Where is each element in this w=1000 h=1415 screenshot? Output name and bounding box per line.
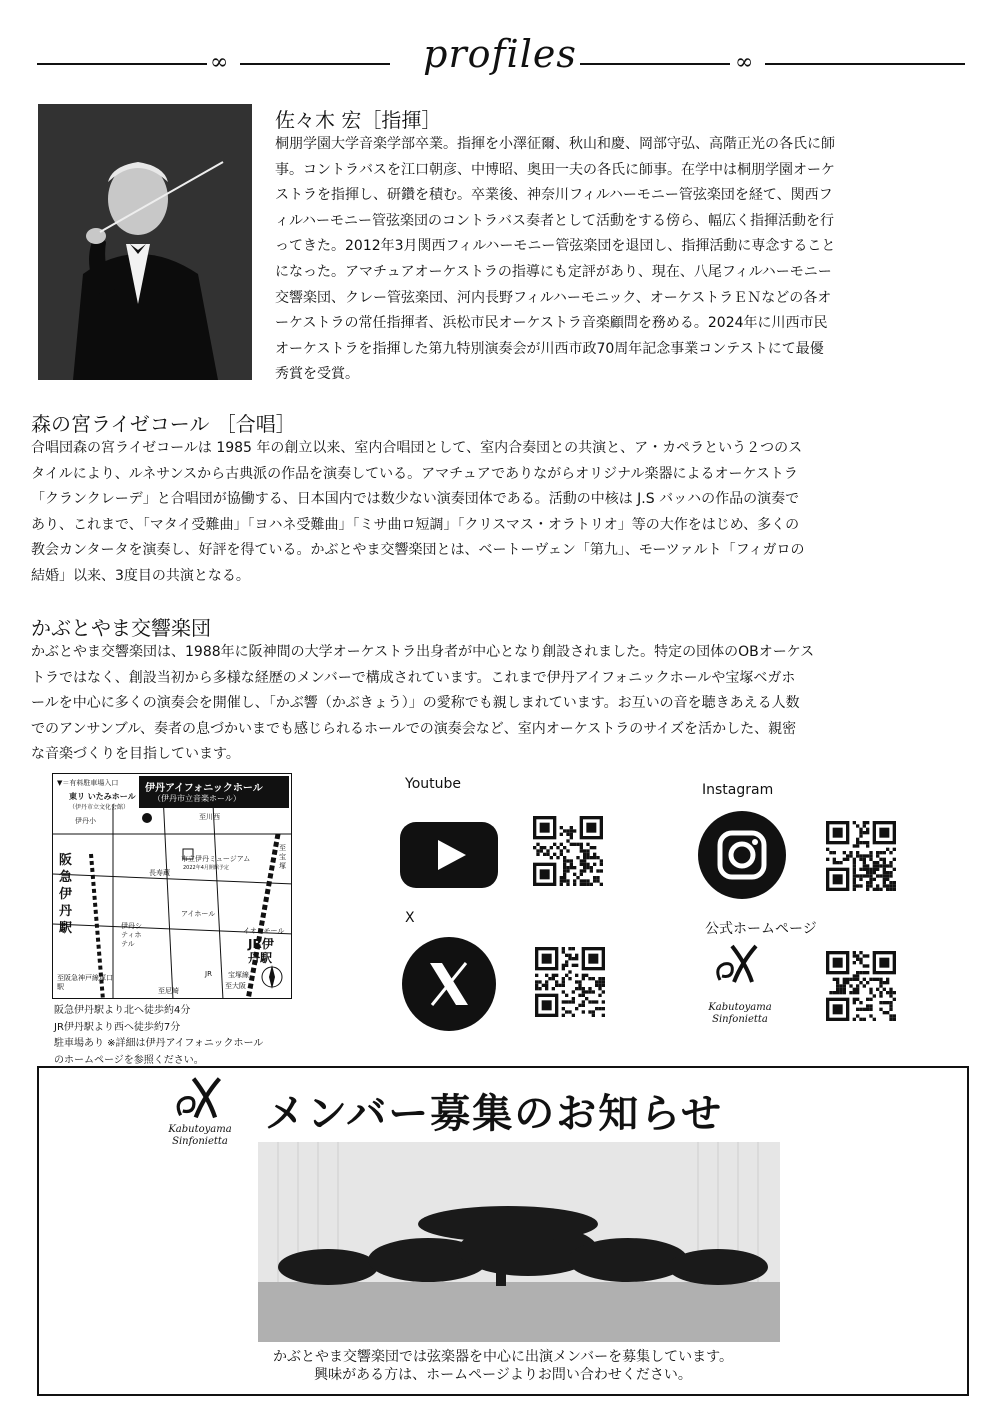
orchestra-heading: かぶとやま交響楽団 [31, 616, 211, 640]
map-choju: 長寿蔵 [149, 869, 170, 877]
header-rule-right-inner [580, 63, 730, 65]
map-takarazuka-to: 至宝塚 [279, 844, 286, 870]
homepage-logo-text: Kabutoyama Sinfonietta [708, 1002, 772, 1025]
conductor-photo [38, 104, 252, 380]
conductor-bio: 桐朋学園大学音楽学部卒業。指揮を小澤征爾、秋山和慶、岡部守弘、高階正光の各氏に師 事。コントラバスを江口朝彦、中博昭、奥田一夫の各氏に師事。在学中は桐朋学園オーケ ストラを指揮し、研鑽を積む。卒業後、神奈川フィルハーモニー管弦楽団を経て、関西フ ィルハーモニー管弦楽団のコントラバス奏者として活動をする傍ら、幅広く指揮活動を行 ってきた。2012年3月関西フィルハーモニー管弦楽団を退団し、指揮活動に専念すること になった。アマチュアオーケストラの指導にも定評があり、現在、八尾フィルハーモニー 交響楽団、クレー管弦楽団、河内長野フィルハーモニック、オーケストラＥＮなどの各オ ーケストラの常任指揮者、浜松市民オーケストラ音楽顧問を務める。2024年に川西市民 オーケストラを指揮した第九特別演奏会が川西市政70周年記念事業コンテストにて最優 秀賞を受賞。 [275, 136, 836, 383]
instagram-icon[interactable] [698, 811, 786, 899]
map-jr-station: JR伊丹駅 [248, 937, 274, 965]
recruit-logo-icon [172, 1074, 228, 1122]
map-legend: ▼＝有料駐車場入口 [57, 779, 119, 787]
map-city-hotel: 伊丹シティホテル [121, 922, 142, 948]
homepage-qr-code[interactable] [826, 951, 896, 1021]
map-osaka: 至大阪 [225, 982, 246, 990]
youtube-qr-code[interactable] [533, 816, 603, 886]
map-ai-hall: アイホール [181, 910, 216, 918]
recruit-logo-text: Kabutoyama Sinfonietta [168, 1124, 232, 1147]
map-tomei: 東リ いたみホール [69, 792, 136, 801]
youtube-label: Youtube [405, 776, 461, 792]
map-to-kobe: 至阪急神戸線塚口駅 [57, 974, 113, 991]
instagram-label: Instagram [702, 782, 774, 798]
map-aeon: イオンモール [243, 927, 285, 935]
map-to-amagasaki: 至尼崎 [158, 987, 179, 995]
map-itami-sho: 伊丹小 [75, 817, 96, 825]
header-rule-right [765, 63, 965, 65]
access-info: 阪急伊丹駅より北へ徒歩約4分 JR伊丹駅より西へ徒歩約7分 駐車場あり ※詳細は伊丹アイフォニックホール のホームページを参照ください。 [54, 1005, 264, 1066]
concert-photo [258, 1142, 780, 1342]
choir-bio: 合唱団森の宮ライゼコールは 1985 年の創立以来、室内合唱団として、室内合奏団との共演と、ア・カペラという２つのス タイルにより、ルネサンスから古典派の作品を演奏している。アマチュアでありながらオリジナル楽器によるオーケストラ 「クランクレーデ」と合唱団が協働する、日本国内では数少ない演奏団体である。活動の中核は J.S バッハの作品の演奏で あり、これまで、「マタイ受難曲」「ヨハネ受難曲」「ミサ曲ロ短調」「クリスマス・オラトリオ」等の大作をはじめ、多くの 教会カンタータを演奏し、好評を得ている。かぶとやま交響楽団とは、ベートーヴェン「第九」、モーツァルト「フィガロの 結婚」以来、3度目の共演となる。 [31, 440, 805, 584]
x-logo-icon[interactable] [402, 937, 496, 1031]
map-museum: 市立伊丹ミュージアム [181, 855, 251, 863]
map-tomei-sub: （伊丹市立文化会館） [69, 804, 130, 811]
page-title: profiles [423, 32, 577, 76]
recruit-title: メンバー募集のお知らせ [265, 1090, 723, 1137]
youtube-icon[interactable] [400, 822, 498, 888]
map-takarazuka: 宝塚線 [228, 971, 249, 979]
access-map [52, 773, 292, 999]
recruit-message: かぶとやま交響楽団では弦楽器を中心に出演メンバーを募集しています。 興味がある方は、ホームページよりお問い合わせください。 [273, 1349, 733, 1383]
map-hall-sub: （伊丹市立音楽ホール） [153, 794, 241, 803]
x-label: X [405, 910, 415, 926]
map-jr-line: JR [205, 970, 212, 978]
kabutoyama-logo-icon [712, 942, 764, 986]
orchestra-bio: かぶとやま交響楽団は、1988年に阪神間の大学オーケストラ出身者が中心となり創設されました。特定の団体のOBオーケス トラではなく、創設当初から多様な経歴のメンバーで構成されています。これまで伊丹アイフォニックホールや宝塚ベガホ ールを中心に多くの演奏会を開催し、「かぶ響（かぶきょう）」の愛称でも親しまれています。お互いの音を聴きあえる人数 でのアンサンブル、奏者の息づかいまでも感じられるホールでの演奏会など、室内オーケストラのサイズを活かした、親密 な音楽づくりを目指しています。 [31, 644, 815, 763]
homepage-label: 公式ホームページ [705, 921, 817, 937]
map-hankyu: 阪急伊丹駅 [59, 853, 73, 936]
instagram-qr-code[interactable] [826, 821, 896, 891]
map-shirakawa: 至川西 [199, 813, 220, 821]
map-museum-sub: 2022年4月開館予定 [183, 865, 229, 871]
map-hall-name: 伊丹アイフォニックホール [145, 783, 263, 794]
ornament-right-icon: ∞ [735, 50, 754, 75]
choir-heading: 森の宮ライゼコール ［合唱］ [31, 412, 296, 436]
ornament-left-icon: ∞ [210, 50, 229, 75]
x-qr-code[interactable] [535, 947, 605, 1017]
conductor-heading: 佐々木 宏［指揮］ [275, 108, 442, 132]
